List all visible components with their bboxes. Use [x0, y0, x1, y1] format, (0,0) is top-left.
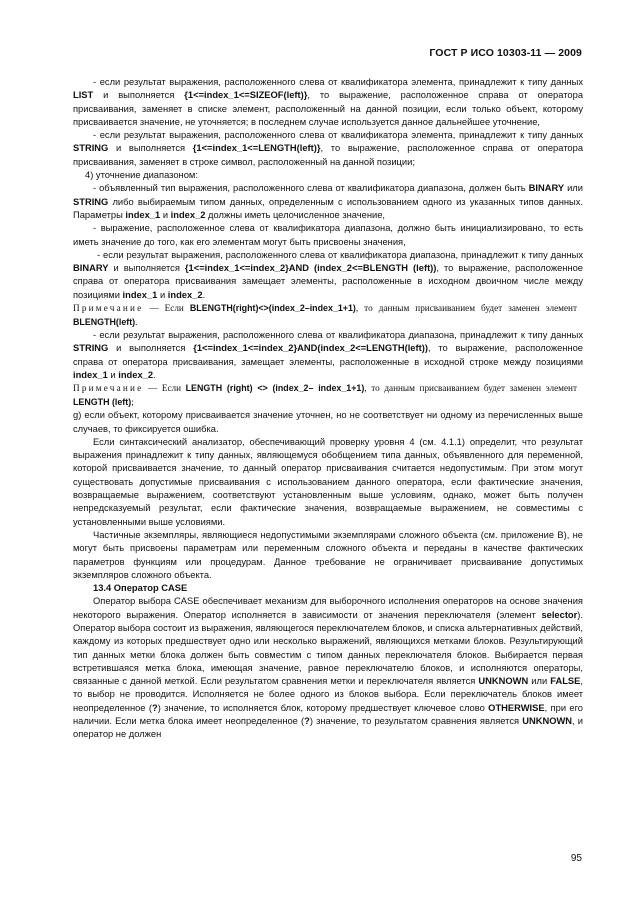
text-run: ;: [131, 396, 134, 407]
text-run: и: [157, 289, 168, 300]
keyword: STRING: [73, 343, 109, 354]
text-run: , то выбор не проводится. Исполняется не более одного из блоков выбора. Если переключатель блоков имеет неопределенное (: [73, 676, 583, 713]
paragraph-partial-instances: Частичные экземпляры, являющиеся недопустимыми экземплярами сложного объекта (см. приложение В), не могут быть присвоены параметрам или переменным сложного объекта и переданы в качестве фактических параметров функциям или процедурам. Данное требование не ограничивает присваивание допустимых экземпляров сложного объекта.: [73, 529, 583, 580]
text-run: , и оператор не должен: [73, 716, 583, 740]
document-header: ГОСТ Р ИСО 10303-11 — 2009: [429, 47, 582, 59]
expression: LENGTH (left): [73, 396, 132, 407]
text-run: .: [202, 289, 206, 300]
text-run: - если результат выражения, расположенного слева от квалификатора диапазона, принадлежит к типу данных: [97, 249, 583, 260]
text-run: , то данным присваиванием будет заменен элемент: [355, 303, 577, 314]
keyword: UNKNOWN: [478, 676, 529, 687]
keyword: LIST: [73, 90, 94, 101]
paragraph-syntax-analyzer: Если синтаксический анализатор, обеспечивающий проверку уровня 4 (см. 4.1.1) определит, что результат выражения принадлежит к типу данных, являющемуся обобщением типа данных, объявленного для переменной, которой присваивается значение, то данный оператор присваивания считается недопустимым. При этом могут существовать допустимые присваивания с использованием данного оператора, если фактические значения, возвращаемые выражением, соответствуют установленным выше условиям, однако, может быть получен непредсказуемый результат, если фактические значения, возвращаемые выражением, не совместимы с установленными выше условиями.: [73, 436, 583, 527]
text-run: или: [528, 676, 551, 687]
text-run: ) значение, то результатом сравнения является: [309, 716, 523, 727]
keyword: index_2: [118, 369, 154, 380]
text-run: ). Оператор выбора состоит из выражения, являющегося переключателем блоков, и списка альтернативных действий, каждому из которых предшествует одно или несколько выражений, являющихся метками блоков. Результирующий тип данных метки блока должен быть совместим с типом данных переключателя блоков. Выбирается первая встретившаяся метка блока, имеющая значение, равное переключателю блоков, и исполняются операторы, связанные с данной меткой. Если результатом сравнения метки и переключателя является: [73, 609, 583, 687]
text-run: - если результат выражения, расположенного слева от квалификатора элемента, принадлежит к типу данных: [93, 130, 583, 141]
keyword: index_2: [170, 209, 206, 220]
text-run: .: [153, 369, 156, 380]
keyword: index_1: [122, 289, 158, 300]
note-label: Примечание: [73, 383, 144, 394]
keyword: STRING: [73, 143, 109, 154]
paragraph-list-element: [73, 76, 583, 129]
expression: {1<=index_1<=SIZEOF(left)}: [184, 90, 308, 101]
section-heading: 13.4 Оператор CASE: [93, 583, 188, 594]
text-run: , то выражение, расположенное справа от оператора присваивания, замещает элементы, расположенные в исходной строке между позициями: [73, 343, 584, 367]
expression: LENGTH (right) <> (index_2– index_1+1): [185, 383, 365, 394]
paragraph-range-declared-type: [73, 182, 583, 222]
keyword: STRING: [73, 196, 109, 207]
keyword: index_2: [167, 289, 203, 300]
keyword: BINARY: [73, 263, 109, 274]
paragraph-range-string: [73, 329, 583, 382]
text-run: и выполняется: [108, 263, 185, 274]
text-run: — Если: [143, 383, 186, 394]
note-label: Примечание: [73, 303, 144, 314]
text-run: или: [564, 183, 583, 194]
page-number: 95: [570, 853, 582, 864]
expression: BLENGTH(left): [73, 316, 136, 327]
keyword: ?: [151, 702, 158, 713]
list-item-range-qualifier: 4) уточнение диапазоном:: [85, 170, 198, 181]
keyword: OTHERWISE: [488, 702, 545, 713]
text-run: .: [135, 316, 138, 327]
text-run: — Если: [143, 303, 190, 314]
text-run: - если результат выражения, расположенного слева от квалификатора диапазона, принадлежит к типу данных: [93, 330, 583, 341]
text-run: - если результат выражения, расположенного слева от квалификатора элемента, принадлежит к типу данных: [93, 77, 583, 87]
text-run: , при его наличии. Если метка блока имеет неопределенное (: [73, 702, 583, 727]
paragraph-range-initialized: - выражение, расположенное слева от квалификатора диапазона, должно быть инициализировано, то есть иметь значение до того, как его элементам могут быть присвоены значения,: [73, 223, 583, 247]
text-run: , то выражение, расположенное справа от оператора присваивания, заменяет в строке символ, расположенный на данной позиции;: [73, 143, 584, 167]
text-run: , то данным присваиванием будет заменен элемент: [364, 383, 577, 394]
keyword: BINARY: [528, 183, 565, 194]
keyword: ?: [304, 716, 310, 727]
text-run: и выполняется: [108, 343, 194, 354]
document-body: [73, 76, 583, 742]
keyword: index_1: [73, 369, 108, 380]
paragraph-case-statement: [73, 595, 583, 741]
text-run: - объявленный тип выражения, расположенного слева от квалификатора диапазона, должен быть: [93, 183, 529, 194]
text-run: , то выражение, расположенное справа от оператора присваивания, заменяет в списке элемент, расположенный на данной позиции, если только объект, которому присваивается значение, не уточняется; в последнем случае используется данное дальнейшее уточнение,: [73, 90, 584, 127]
text-run: либо выбираемым типом данных, определенным с использованием одного из указанных типов данных. Параметры: [73, 196, 583, 220]
keyword: UNKNOWN: [522, 716, 573, 727]
expression: BLENGTH(right)<>(index_2–index_1+1): [189, 303, 356, 314]
expression: {1<=index_1<=index_2}AND (index_2<=BLENGTH (left)): [184, 263, 437, 274]
paragraph-error-case: g) если объект, которому присваивается значение уточнен, но не соответствует ни одному из перечисленных выше случаев, то фиксируется ошибка.: [73, 410, 583, 434]
keyword: index_1: [125, 209, 161, 220]
note-length: [73, 382, 583, 409]
note-blength: [73, 302, 583, 329]
text-run: должны иметь целочисленное значение,: [205, 209, 386, 220]
expression: {1<=index_1<=index_2}AND(index_2<=LENGTH(left)): [193, 343, 428, 354]
text-run: Оператор выбора CASE обеспечивает механизм для выборочного исполнения операторов на основе значения некоторого выражения. Оператор исполняется в зависимости от значения переключателя (элемент: [73, 596, 583, 620]
paragraph-string-element: [73, 129, 583, 169]
keyword: selector: [541, 609, 578, 620]
expression: {1<=index_1<=LENGTH(left)}: [192, 143, 321, 154]
text-run: и выполняется: [93, 90, 185, 101]
text-run: , то выражение, расположенное справа от оператора присваивания замещает элементы, расположенные в исходном двоичном числе между позициями: [73, 263, 584, 300]
keyword: FALSE: [550, 676, 581, 687]
text-run: ) значение, то исполняется блок, которому предшествует ключевое слово: [157, 702, 489, 713]
text-run: и: [160, 209, 171, 220]
paragraph-range-binary: [73, 249, 583, 302]
text-run: и выполняется: [108, 143, 193, 154]
text-run: и: [107, 369, 119, 380]
